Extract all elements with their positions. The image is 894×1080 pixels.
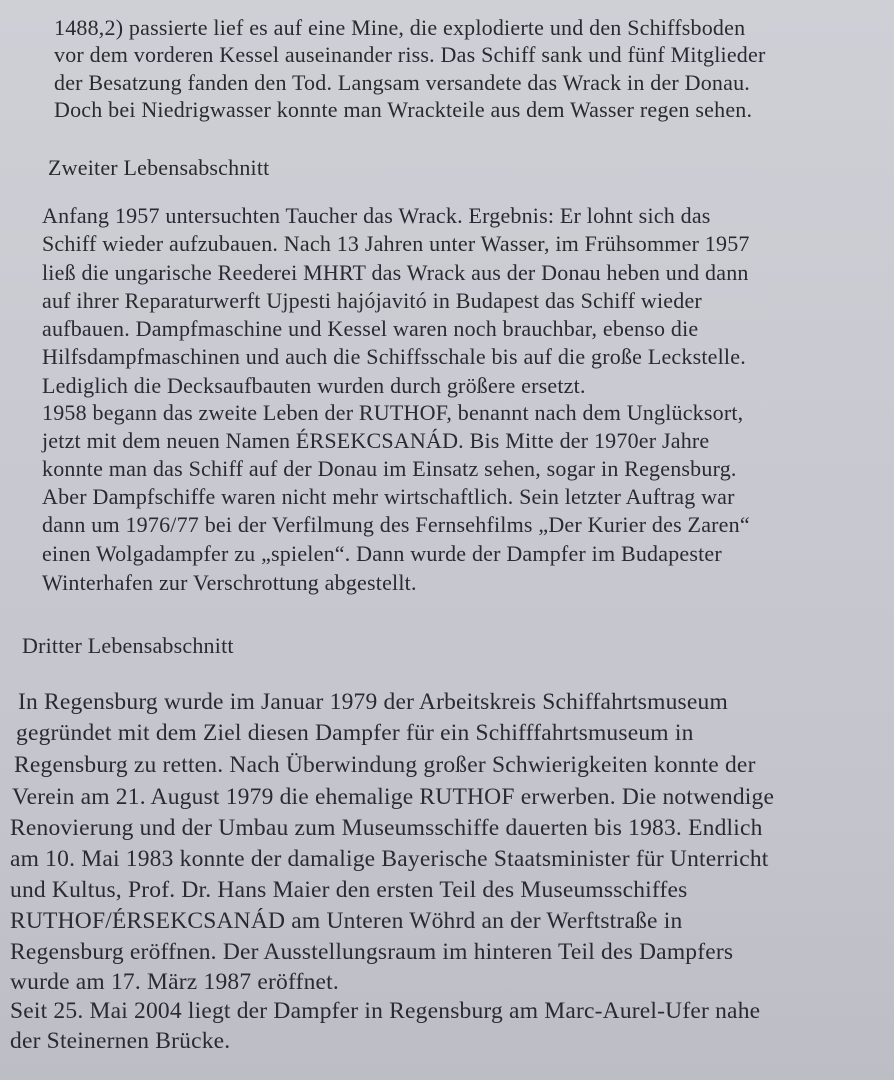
text-line: konnte man das Schiff auf der Donau im Einsatz sehen, sogar in Regensburg. <box>42 456 737 481</box>
text-line: Hilfsdampfmaschinen und auch die Schiffsschale bis auf die große Leckstelle. <box>42 344 746 369</box>
text-line: am 10. Mai 1983 konnte der damalige Bayerische Staatsminister für Unterricht <box>10 846 769 872</box>
text-line: ließ die ungarische Reederei MHRT das Wrack aus der Donau heben und dann <box>42 260 749 285</box>
text-line: vor dem vorderen Kessel auseinander riss. Das Schiff sank und fünf Mitglieder <box>54 42 766 67</box>
text-line: gegründet mit dem Ziel diesen Dampfer für ein Schifffahrtsmuseum in <box>16 720 694 746</box>
text-line: In Regensburg wurde im Januar 1979 der Arbeitskreis Schiffahrtsmuseum <box>18 689 728 715</box>
text-line: und Kultus, Prof. Dr. Hans Maier den ersten Teil des Museumsschiffes <box>10 877 688 903</box>
text-line: Regensburg zu retten. Nach Überwindung großer Schwierigkeiten konnte der <box>14 752 756 778</box>
text-line: Doch bei Niedrigwasser konnte man Wrackteile aus dem Wasser regen sehen. <box>54 97 753 122</box>
text-line: wurde am 17. März 1987 eröffnet. <box>10 969 339 995</box>
text-line: Seit 25. Mai 2004 liegt der Dampfer in Regensburg am Marc-Aurel-Ufer nahe <box>10 998 761 1024</box>
text-line: der Steinernen Brücke. <box>10 1028 231 1054</box>
text-line: RUTHOF/ÉRSEKCSANÁD am Unteren Wöhrd an der Werftstraße in <box>10 908 683 934</box>
text-line: 1488,2) passierte lief es auf eine Mine, die explodierte und den Schiffsboden <box>54 15 746 40</box>
text-line: auf ihrer Reparaturwerft Ujpesti hajójavitó in Budapest das Schiff wieder <box>42 288 702 313</box>
text-line: jetzt mit dem neuen Namen ÉRSEKCSANÁD. Bis Mitte der 1970er Jahre <box>42 428 710 453</box>
text-line: der Besatzung fanden den Tod. Langsam versandete das Wrack in der Donau. <box>54 70 750 95</box>
text-line: 1958 begann das zweite Leben der RUTHOF, benannt nach dem Unglücksort, <box>42 400 744 425</box>
text-line: dann um 1976/77 bei der Verfilmung des Fernsehfilms „Der Kurier des Zaren“ <box>42 512 750 537</box>
text-line: Lediglich die Decksaufbauten wurden durch größere ersetzt. <box>42 373 586 398</box>
text-line: Regensburg eröffnen. Der Ausstellungsraum im hinteren Teil des Dampfers <box>10 939 734 965</box>
text-line: Renovierung und der Umbau zum Museumsschiffe dauerten bis 1983. Endlich <box>10 815 763 841</box>
text-line: aufbauen. Dampfmaschine und Kessel waren noch brauchbar, ebenso die <box>42 316 699 341</box>
text-line: Anfang 1957 untersuchten Taucher das Wrack. Ergebnis: Er lohnt sich das <box>42 203 711 228</box>
text-line: Schiff wieder aufzubauen. Nach 13 Jahren unter Wasser, im Frühsommer 1957 <box>42 231 750 256</box>
section-heading-second: Zweiter Lebensabschnitt <box>48 155 270 180</box>
section-heading-third: Dritter Lebensabschnitt <box>22 633 234 658</box>
text-line: einen Wolgadampfer zu „spielen“. Dann wurde der Dampfer im Budapester <box>42 541 722 566</box>
text-line: Verein am 21. August 1979 die ehemalige RUTHOF erwerben. Die notwendige <box>12 784 775 810</box>
text-line: Winterhafen zur Verschrottung abgestellt. <box>42 570 417 595</box>
text-line: Aber Dampfschiffe waren nicht mehr wirtschaftlich. Sein letzter Auftrag war <box>42 484 735 509</box>
